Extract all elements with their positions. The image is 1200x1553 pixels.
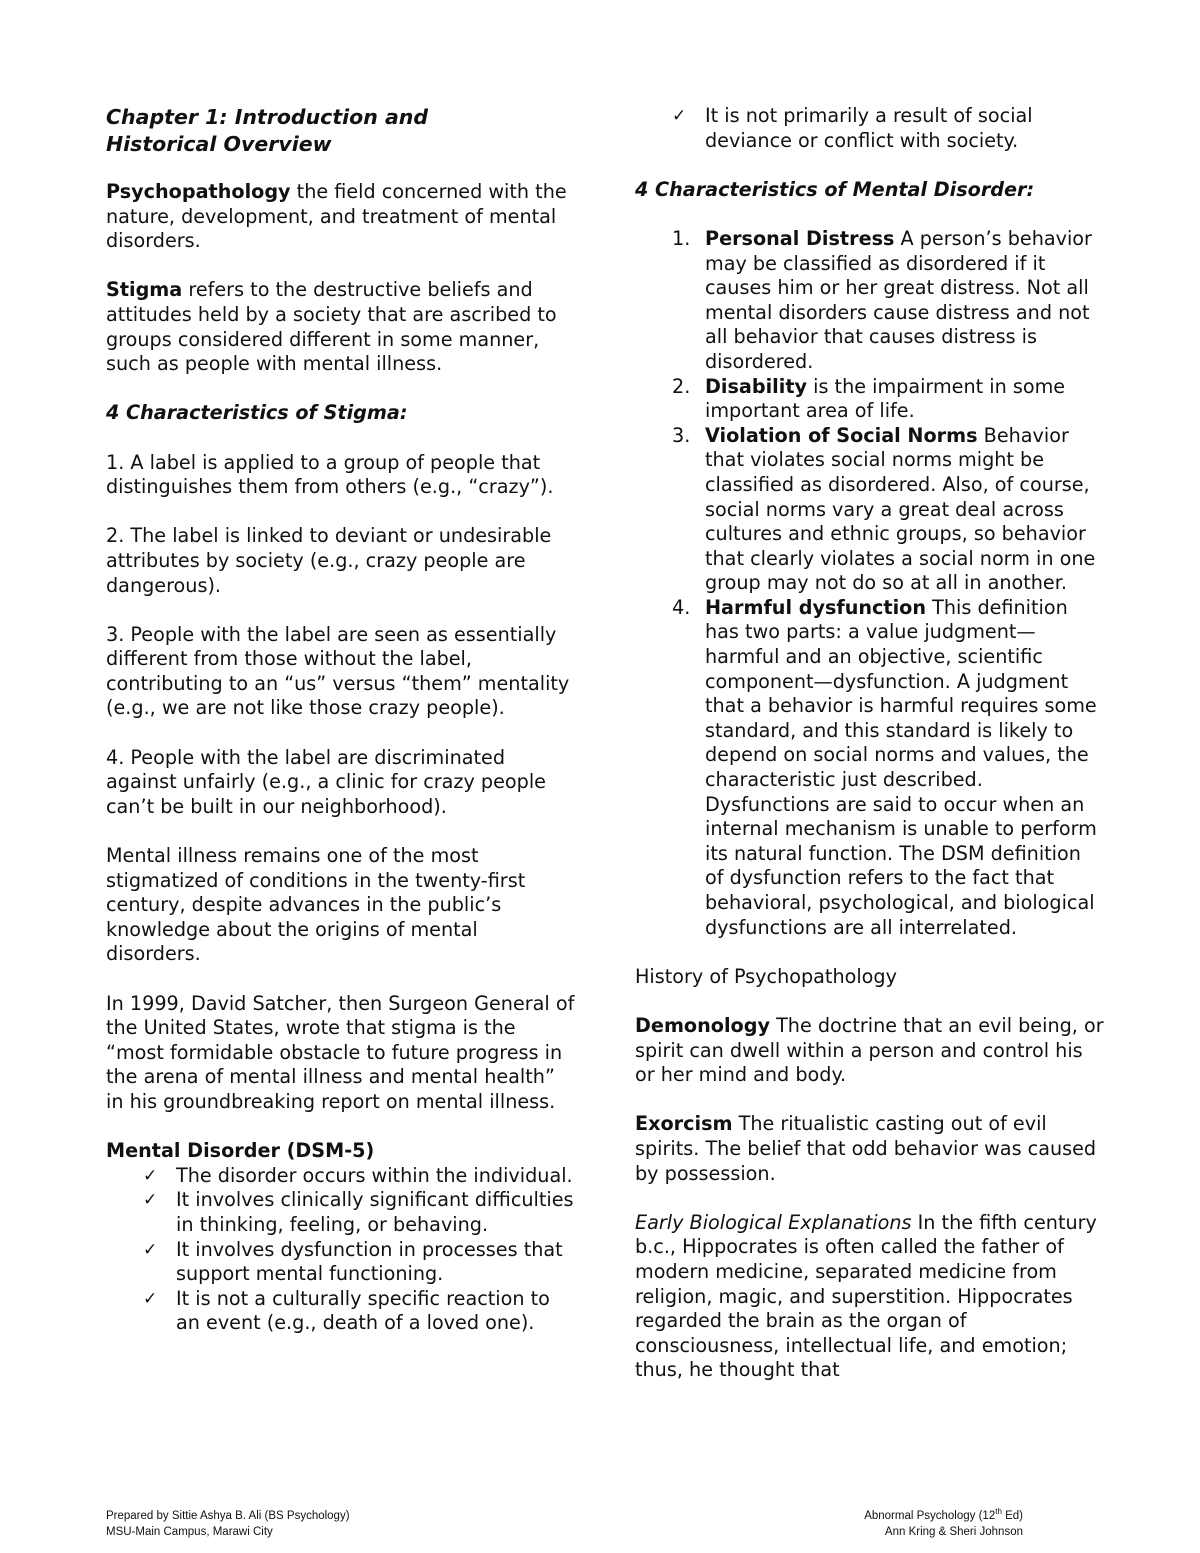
list-item-text: The disorder occurs within the individual. [176,1163,573,1187]
list-item [106,1188,576,1237]
list-item-text: It is not primarily a result of social deviance or conflict with society. [705,104,1033,152]
list-item [635,424,1105,596]
exorcism-text: The ritualistic casting out of evil spirits. The belief that odd behavior was caused by possession. [635,1112,1097,1185]
footer-book-title-a: Abnormal Psychology (12 [864,1510,996,1522]
checkmark-icon: ✓ [143,1165,158,1186]
early-biological-term: Early Biological Explanations [635,1210,912,1234]
footer-author: Prepared by Sittie Ashya B. Ali (BS Psychology) [106,1510,350,1522]
characteristic-term: Personal Distress [705,226,895,250]
early-biological-text: In the fifth century b.c., Hippocrates is often called the father of modern medicine, separated medicine from religion, magic, and superstition. Hippocrates regarded the brain as the organ of consciousness, intellectual life, and emotion; thus, he thought that [635,1210,1097,1382]
characteristic-text: Behavior that violates social norms might be classified as disordered. Also, of course, social norms vary a great deal across cultures and ethnic groups, so behavior that clearly violates a social norm in one group may not do so at all in another. [705,423,1096,595]
demonology-text: The doctrine that an evil being, or spirit can dwell within a person and control his or her mind and body. [635,1013,1104,1087]
footer-left [106,1508,350,1540]
stigma-item: 3. People with the label are seen as essentially different from those without the label, contributing to an “us” versus “them” mentality (e.g., we are not like those crazy people). [106,622,570,720]
stigma-item: 2. The label is linked to deviant or undesirable attributes by society (e.g., crazy people are dangerous). [106,524,552,597]
checkmark-icon: ✓ [143,1239,158,1260]
stigma-item: 4. People with the label are discriminated against unfairly (e.g., a clinic for crazy people can’t be built in our neighborhood). [106,745,546,818]
list-item-text: It involves clinically significant difficulties in thinking, feeling, or behaving. [176,1188,574,1236]
characteristics-list [635,227,1105,940]
checkmark-icon: ✓ [143,1190,158,1211]
satcher-paragraph: In 1999, David Satcher, then Surgeon General of the United States, wrote that stigma is the “most formidable obstacle to future progress in the arena of mental illness and mental health” in his groundbreaking report on mental illness. [106,991,575,1113]
checkmark-icon: ✓ [143,1288,158,1309]
checkmark-icon: ✓ [672,106,687,126]
demonology-term: Demonology [635,1013,770,1037]
list-item [106,1238,576,1287]
characteristic-term: Harmful dysfunction [705,595,927,619]
footer-book-authors: Ann Kring & Sheri Johnson [884,1526,1023,1538]
characteristic-text: is the impairment in some important area of life. [705,374,1066,423]
list-number: 1. [672,226,691,250]
footer-campus: MSU-Main Campus, Marawi City [106,1526,273,1538]
characteristic-text: This definition has two parts: a value judgment—harmful and an objective, scientific component—dysfunction. A judgment that a behavior is harmful requires some standard, and this standard is likely to depend on social norms and values, the characteristic just described. Dysfunctions are said to occur when an internal mechanism is unable to perform its natural function. The DSM definition of dysfunction refers to the fact that behavioral, psychological, and biological dysfunctions are all interrelated. [705,595,1097,939]
characteristic-term: Violation of Social Norms [705,423,978,447]
list-item [106,1287,576,1336]
list-number: 2. [672,374,691,398]
list-item-text: It is not a culturally specific reaction to an event (e.g., death of a loved one). [176,1286,550,1335]
footer-book-title [864,1508,1023,1524]
psychopathology-text: the field concerned with the nature, development, and treatment of mental disorders. [106,180,567,253]
list-item [635,227,1105,375]
footer-book-title-b: Ed) [1001,1510,1023,1522]
right-column [635,104,1105,1407]
list-item-text: It involves dysfunction in processes that support mental functioning. [176,1237,563,1286]
list-item [106,1164,576,1189]
demonology-definition [635,1014,1105,1088]
characteristic-text: A person’s behavior may be classified as disordered if it causes him or her great distress. Not all mental disorders cause distress and not all behavior that causes distress is disordered. [705,226,1092,373]
exorcism-definition [635,1112,1105,1186]
footer-right [864,1508,1023,1540]
dsm-criteria-list-continued [635,104,1105,153]
dsm-heading: Mental Disorder (DSM-5) [106,1139,375,1163]
list-item [635,596,1105,940]
list-item [635,375,1105,424]
exorcism-term: Exorcism [635,1112,733,1136]
history-heading: History of Psychopathology [635,964,897,988]
footer-book-title-sup: th [995,1507,1002,1517]
psychopathology-term: Psychopathology [106,180,291,203]
mental-disorder-characteristics-heading: 4 Characteristics of Mental Disorder: [635,177,1035,201]
list-item [635,104,1105,153]
stigma-item: 1. A label is applied to a group of people that distinguishes them from others (e.g., “crazy”). [106,450,554,499]
dsm-criteria-list [106,1164,576,1336]
mental-illness-paragraph: Mental illness remains one of the most stigmatized of conditions in the twenty-first century, despite advances in the public’s knowledge about the origins of mental disorders. [106,844,526,966]
stigma-term: Stigma [106,278,183,302]
stigma-text: refers to the destructive beliefs and attitudes held by a society that are ascribed to groups considered different in some manner, such as people with mental illness. [106,278,557,376]
stigma-characteristics-heading: 4 Characteristics of Stigma: [106,401,408,425]
early-biological-paragraph [635,1211,1105,1383]
characteristic-term: Disability [705,374,808,398]
psychopathology-definition [106,180,576,254]
left-column [106,104,576,1361]
chapter-title: Chapter 1: Introduction and Historical Overview [106,105,429,156]
list-number: 3. [672,423,691,447]
list-number: 4. [672,595,691,619]
stigma-definition [106,278,576,376]
